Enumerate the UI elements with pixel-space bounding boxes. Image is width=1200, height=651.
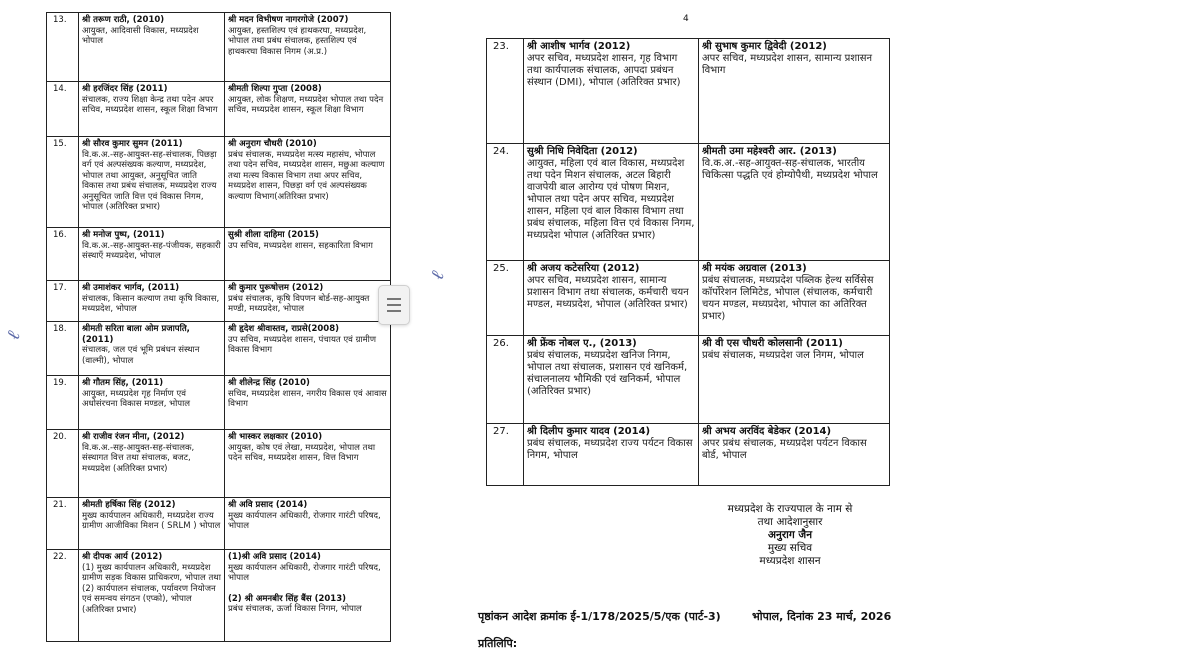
- officer-name: श्री मदन विभीषण नागरगोजे (2007): [228, 15, 349, 25]
- officer-name: श्री उमाशंकर भार्गव, (2011): [82, 283, 180, 293]
- right-officer-table: [486, 38, 890, 486]
- table-row: [487, 39, 890, 144]
- officer-post: अपर सचिव, मध्यप्रदेश शासन, सामान्य प्रशासन विभाग तथा संचालक, कर्मचारी चयन मण्डल, मध्यप्रदेश, भोपाल (अतिरिक्त प्रभार): [527, 275, 689, 310]
- current-officer-cell: [79, 13, 225, 82]
- table-row: [487, 336, 890, 424]
- current-officer-cell: [79, 550, 225, 642]
- officer-name: श्री मयंक अग्रवाल (2013): [702, 263, 807, 274]
- officer-post: प्रबंध संचालक, कृषि विपणन बोर्ड-सह-आयुक्त मण्डी, मध्यप्रदेश, भोपाल: [228, 293, 370, 314]
- endorsement-date: भोपाल, दिनांक 23 मार्च, 2026: [752, 610, 892, 623]
- row-number: 26.: [487, 336, 524, 424]
- officer-name: श्री सुभाष कुमार द्विवेदी (2012): [702, 41, 827, 52]
- copy-to-heading: प्रतिलिपि:: [478, 637, 518, 650]
- new-officer-cell: [225, 13, 391, 82]
- officer-post: अपर सचिव, मध्यप्रदेश शासन, सामान्य प्रशासन विभाग: [702, 53, 873, 76]
- drag-handle-menu-icon[interactable]: [378, 285, 410, 325]
- row-number: 21.: [47, 498, 79, 550]
- page-number: 4: [683, 14, 689, 24]
- row-number: 24.: [487, 144, 524, 261]
- officer-name: श्री मनोज पुष्प, (2011): [82, 230, 165, 240]
- initials-mark: ℓ: [426, 268, 449, 283]
- current-officer-cell: [79, 498, 225, 550]
- officer-name: श्री सौरव कुमार सुमन (2011): [82, 139, 183, 149]
- new-officer-cell: [225, 228, 391, 281]
- new-officer-cell: [225, 550, 391, 642]
- signature-line: तथा आदेशानुसार: [757, 516, 823, 528]
- officer-post: आयुक्त, हस्तशिल्प एवं हाथकरघा, मध्यप्रदेश, भोपाल तथा प्रबंध संचालक, हस्तशिल्प एवं हाथकरघा विकास निगम (अ.प्र.): [228, 25, 367, 57]
- current-officer-cell: [79, 137, 225, 228]
- row-number: 25.: [487, 261, 524, 336]
- officer-name: श्री शीलेन्द्र सिंह (2010): [228, 378, 310, 388]
- officer-post: आयुक्त, महिला एवं बाल विकास, मध्यप्रदेश तथा पदेन मिशन संचालक, अटल बिहारी वाजपेयी बाल आरोग्य एवं पोषण मिशन, भोपाल तथा पदेन अपर सचिव, मध्यप्रदेश शासन, महिला एवं बाल विकास विभाग तथा प्रबंध संचालक, महिला वित्त एवं विकास निगम, मध्यप्रदेश भोपाल (अतिरिक्त प्रभार): [527, 158, 695, 241]
- officer-name: श्री अभय अरविंद बेडेकर (2014): [702, 426, 832, 437]
- current-officer-cell: [524, 39, 699, 144]
- row-number: 14.: [47, 82, 79, 137]
- table-row: [47, 498, 391, 550]
- new-officer-cell: [225, 376, 391, 430]
- row-number: 27.: [487, 424, 524, 486]
- officer-name: श्री दिलीप कुमार यादव (2014): [527, 426, 651, 437]
- table-row: [47, 228, 391, 281]
- new-officer-cell: [699, 261, 890, 336]
- officer-post: आयुक्त, लोक शिक्षण, मध्यप्रदेश भोपाल तथा पदेन सचिव, मध्यप्रदेश शासन, स्कूल शिक्षा विभाग: [228, 94, 384, 115]
- current-officer-cell: [524, 261, 699, 336]
- row-number: 20.: [47, 430, 79, 498]
- new-officer-cell: [699, 39, 890, 144]
- current-officer-cell: [524, 144, 699, 261]
- table-row: [47, 82, 391, 137]
- officer-name: श्री अवि प्रसाद (2014): [228, 500, 308, 510]
- officer-name: श्री हृदेश श्रीवास्तव, राप्रसे(2008): [228, 324, 340, 334]
- officer-post: सचिव, मध्यप्रदेश शासन, नगरीय विकास एवं आवास विभाग: [228, 388, 387, 409]
- row-number: 22.: [47, 550, 79, 642]
- officer-name: (2) श्री अमनबीर सिंह बैंस (2013): [228, 593, 347, 604]
- officer-post: प्रबंध संचालक, ऊर्जा विकास निगम, भोपाल: [228, 604, 362, 614]
- new-officer-cell: [225, 322, 391, 376]
- officer-post: (1) मुख्य कार्यपालन अधिकारी, मध्यप्रदेश ग्रामीण सड़क विकास प्राधिकरण, भोपाल तथा (2) कार्यपालन संचालक, पर्यावरण नियोजन एवं समन्वय संगठन (एप्को), भोपाल (अतिरिक्त प्रभार): [82, 562, 221, 615]
- table-row: [47, 281, 391, 322]
- current-officer-cell: [524, 424, 699, 486]
- new-officer-cell: [225, 82, 391, 137]
- officer-post: मुख्य कार्यपालन अधिकारी, मध्यप्रदेश राज्य ग्रामीण आजीविका मिशन ( SRLM ) भोपाल: [82, 510, 221, 531]
- officer-name: श्री फ्रेंक नोबल ए., (2013): [527, 338, 637, 349]
- officer-post: वि.क.अ.-सह-आयुक्त-सह-संचालक, भारतीय चिकित्सा पद्धति एवं होम्योपैथी, मध्यप्रदेश भोपाल: [702, 158, 878, 181]
- officer-name: श्रीमती हर्षिका सिंह (2012): [82, 500, 176, 510]
- officer-post: प्रबंध संचालक, मध्यप्रदेश पब्लिक हेल्थ सर्विसेस कॉर्पोरेशन लिमिटेड, भोपाल (संचालक, कर्मचारी चयन मण्डल, मध्यप्रदेश, भोपाल का अतिरिक्त प्रभार): [702, 275, 874, 322]
- row-number: 18.: [47, 322, 79, 376]
- officer-post: प्रबंध संचालक, मध्यप्रदेश राज्य पर्यटन विकास निगम, भोपाल: [527, 438, 693, 461]
- officer-post: अपर प्रबंध संचालक, मध्यप्रदेश पर्यटन विकास बोर्ड, भोपाल: [702, 438, 867, 461]
- officer-name: श्री अजय कटेसरिया (2012): [527, 263, 640, 274]
- officer-name: श्री दीपक आर्य (2012): [82, 552, 163, 562]
- new-officer-cell: [225, 498, 391, 550]
- officer-post: संचालक, जल एवं भूमि प्रबंधन संस्थान (वाल्मी), भोपाल: [82, 345, 200, 366]
- current-officer-cell: [79, 430, 225, 498]
- row-number: 16.: [47, 228, 79, 281]
- left-page: [0, 0, 470, 650]
- table-row: [47, 376, 391, 430]
- officer-name: सुश्री निधि निवेदिता (2012): [527, 146, 638, 157]
- current-officer-cell: [79, 322, 225, 376]
- current-officer-cell: [524, 336, 699, 424]
- officer-post: अपर सचिव, मध्यप्रदेश शासन, गृह विभाग तथा कार्यपालक संचालक, आपदा प्रबंधन संस्थान (DMI), भोपाल (अतिरिक्त प्रभार): [527, 53, 681, 88]
- officer-name: (1)श्री अवि प्रसाद (2014): [228, 552, 321, 562]
- new-officer-cell: [699, 336, 890, 424]
- officer-post: वि.क.अ.-सह-आयुक्त-सह-संचालक, संस्थागत वित्त तथा संचालक, बजट, मध्यप्रदेश (अतिरिक्त प्रभार): [82, 442, 195, 474]
- officer-post: आयुक्त, कोष एवं लेखा, मध्यप्रदेश, भोपाल तथा पदेन सचिव, मध्यप्रदेश शासन, वित्त विभाग: [228, 442, 376, 463]
- current-officer-cell: [79, 376, 225, 430]
- signatory-office: मध्यप्रदेश शासन: [759, 555, 821, 567]
- officer-name: श्री आशीष भार्गव (2012): [527, 41, 631, 52]
- officer-name: श्रीमती सरिता बाला ओम प्रजापति, (2011): [82, 324, 190, 345]
- table-row: [487, 144, 890, 261]
- table-row: [47, 430, 391, 498]
- officer-post: प्रबंध संचालक, मध्यप्रदेश मत्स्य महासंघ, भोपाल तथा पदेन सचिव, मध्यप्रदेश शासन, मछुआ कल्याण तथा मत्स्य विकास विभाग तथा अपर सचिव, मध्यप्रदेश शासन, पिछड़ा वर्ग एवं अल्पसंख्यक कल्याण विभाग(अतिरिक्त प्रभार): [228, 149, 385, 202]
- row-number: 23.: [487, 39, 524, 144]
- officer-name: श्री राजीव रंजन मीना, (2012): [82, 432, 185, 442]
- endorsement-order-number: पृष्ठांकन आदेश क्रमांक ई-1/178/2025/5/एक (पार्ट-3): [478, 610, 721, 623]
- new-officer-cell: [225, 281, 391, 322]
- new-officer-cell: [699, 424, 890, 486]
- current-officer-cell: [79, 281, 225, 322]
- row-number: 13.: [47, 13, 79, 82]
- table-row: [47, 137, 391, 228]
- officer-post: संचालक, राज्य शिक्षा केन्द्र तथा पदेन अपर सचिव, मध्यप्रदेश शासन, स्कूल शिक्षा विभाग: [82, 94, 218, 115]
- row-number: 15.: [47, 137, 79, 228]
- new-officer-cell: [225, 430, 391, 498]
- new-officer-cell: [699, 144, 890, 261]
- officer-name: श्री अनुराग चौधरी (2010): [228, 139, 317, 149]
- officer-name: श्री कुमार पुरूषोत्तम (2012): [228, 283, 324, 293]
- officer-post: मुख्य कार्यपालन अधिकारी, रोजगार गारंटी परिषद, भोपाल: [228, 562, 381, 583]
- signature-line: मध्यप्रदेश के राज्यपाल के नाम से: [727, 503, 853, 515]
- new-officer-cell: [225, 137, 391, 228]
- current-officer-cell: [79, 228, 225, 281]
- row-number: 19.: [47, 376, 79, 430]
- signature-block: [690, 503, 890, 568]
- officer-name: सुश्री शीला दाहिमा (2015): [228, 230, 319, 240]
- table-row: [47, 550, 391, 642]
- signatory-name: अनुराग जैन: [767, 529, 813, 541]
- officer-name: श्रीमती उमा महेश्वरी आर. (2013): [702, 146, 837, 157]
- officer-post: आयुक्त, मध्यप्रदेश गृह निर्माण एवं अधोसंरचना विकास मण्डल, भोपाल: [82, 388, 191, 409]
- officer-post: उप सचिव, मध्यप्रदेश शासन, पंचायत एवं ग्रामीण विकास विभाग: [228, 334, 377, 355]
- officer-post: संचालक, किसान कल्याण तथा कृषि विकास, मध्यप्रदेश, भोपाल: [82, 293, 220, 314]
- officer-post: वि.क.अ.-सह-आयुक्त-सह-संचालक, पिछड़ा वर्ग एवं अल्पसंख्यक कल्याण, मध्यप्रदेश, भोपाल तथा आयुक्त, अनुसूचित जाति विकास तथा प्रबंध संचालक, मध्यप्रदेश राज्य अनुसूचित जाति वित्त एवं विकास निगम, भोपाल (अतिरिक्त प्रभार): [82, 149, 217, 212]
- officer-name: श्री हरजिंदर सिंह (2011): [82, 84, 168, 94]
- officer-post: मुख्य कार्यपालन अधिकारी, रोजगार गारंटी परिषद, भोपाल: [228, 510, 381, 531]
- initials-mark: ℓ: [2, 328, 25, 343]
- officer-name: श्री तरूण राठी, (2010): [82, 15, 165, 25]
- table-row: [487, 424, 890, 486]
- current-officer-cell: [79, 82, 225, 137]
- officer-post: प्रबंध संचालक, मध्यप्रदेश जल निगम, भोपाल: [702, 350, 864, 361]
- officer-post: वि.क.अ.-सह-आयुक्त-सह-पंजीयक, सहकारी संस्थाएँ मध्यप्रदेश, भोपाल: [82, 240, 221, 261]
- row-number: 17.: [47, 281, 79, 322]
- table-row: [487, 261, 890, 336]
- officer-post: उप सचिव, मध्यप्रदेश शासन, सहकारिता विभाग: [228, 240, 373, 251]
- table-row: [47, 322, 391, 376]
- signatory-title: मुख्य सचिव: [767, 542, 813, 554]
- officer-name: श्री गौतम सिंह, (2011): [82, 378, 164, 388]
- officer-name: श्रीमती शिल्पा गुप्ता (2008): [228, 84, 322, 94]
- table-row: [47, 13, 391, 82]
- left-officer-table: [46, 12, 391, 642]
- officer-name: श्री भास्कर लक्षकार (2010): [228, 432, 323, 442]
- officer-post: प्रबंध संचालक, मध्यप्रदेश खनिज निगम, भोपाल तथा संचालक, प्रशासन एवं खनिकर्म, संचालनालय भौमिकी एवं खनिकर्म, भोपाल (अतिरिक्त प्रभार): [527, 350, 688, 397]
- officer-name: श्री वी एस चौधरी कोलसानी (2011): [702, 338, 843, 349]
- officer-post: आयुक्त, आदिवासी विकास, मध्यप्रदेश भोपाल: [82, 25, 199, 46]
